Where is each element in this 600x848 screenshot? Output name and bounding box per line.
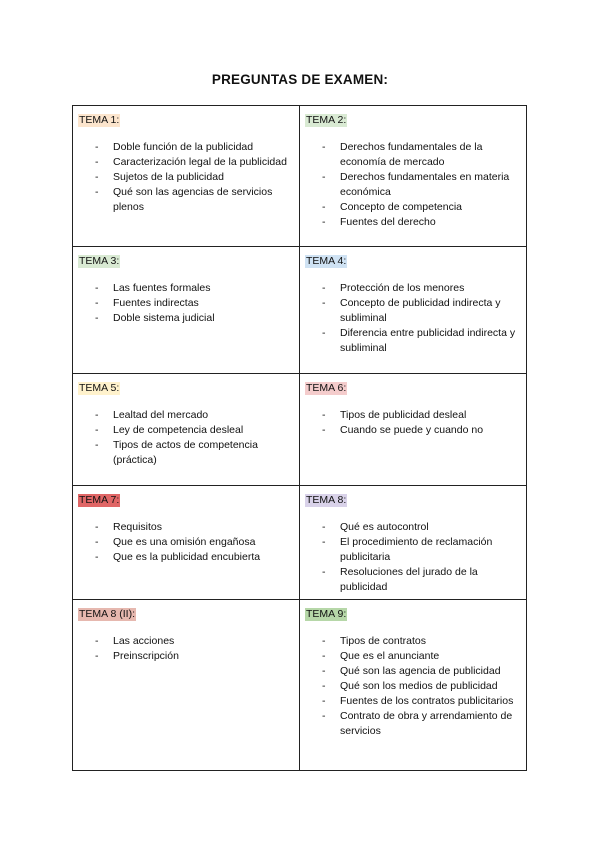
list-item: - Doble función de la publicidad xyxy=(95,140,293,155)
tema-label: TEMA 6: xyxy=(306,382,347,394)
table-row xyxy=(73,106,527,247)
item-list xyxy=(305,634,520,739)
table-row xyxy=(73,600,527,771)
list-item: - El procedimiento de reclamación publicitaria xyxy=(322,535,520,565)
item-list xyxy=(78,140,293,215)
item-list xyxy=(78,634,293,664)
tema-label: TEMA 9: xyxy=(306,608,347,620)
list-item: - Que es la publicidad encubierta xyxy=(95,550,293,565)
item-list xyxy=(78,281,293,326)
tema-label: TEMA 4: xyxy=(306,255,347,267)
list-item: - Protección de los menores xyxy=(322,281,520,296)
list-item: - Sujetos de la publicidad xyxy=(95,170,293,185)
list-item: - Fuentes del derecho xyxy=(322,215,520,230)
list-item: - Preinscripción xyxy=(95,649,293,664)
list-item: - Caracterización legal de la publicidad xyxy=(95,155,293,170)
item-list xyxy=(78,408,293,468)
list-item: - Qué son las agencia de publicidad xyxy=(322,664,520,679)
tema-cell xyxy=(73,600,300,771)
list-item: - Fuentes de los contratos publicitarios xyxy=(322,694,520,709)
item-list xyxy=(78,520,293,565)
tema-label: TEMA 7: xyxy=(79,494,120,506)
tema-label: TEMA 8: xyxy=(306,494,347,506)
table-row xyxy=(73,247,527,374)
list-item: - Resoluciones del jurado de la publicidad xyxy=(322,565,520,595)
list-item: - Diferencia entre publicidad indirecta y subliminal xyxy=(322,326,520,356)
item-list xyxy=(305,520,520,595)
list-item: - Que es una omisión engañosa xyxy=(95,535,293,550)
tema-cell xyxy=(300,486,527,600)
table-row xyxy=(73,486,527,600)
list-item: - Qué son las agencias de servicios plenos xyxy=(95,185,293,215)
list-item: - Lealtad del mercado xyxy=(95,408,293,423)
list-item: - Doble sistema judicial xyxy=(95,311,293,326)
list-item: - Requisitos xyxy=(95,520,293,535)
list-item: - Concepto de competencia xyxy=(322,200,520,215)
list-item: - Derechos fundamentales en materia económica xyxy=(322,170,520,200)
list-item: - Cuando se puede y cuando no xyxy=(322,423,520,438)
tema-label: TEMA 1: xyxy=(79,114,120,126)
table-row xyxy=(73,374,527,486)
list-item: - Qué son los medios de publicidad xyxy=(322,679,520,694)
tema-cell xyxy=(73,247,300,374)
tema-cell xyxy=(73,486,300,600)
tema-cell xyxy=(300,106,527,247)
item-list xyxy=(305,281,520,356)
tema-label: TEMA 2: xyxy=(306,114,347,126)
list-item: - Derechos fundamentales de la economía de mercado xyxy=(322,140,520,170)
list-item: - Concepto de publicidad indirecta y subliminal xyxy=(322,296,520,326)
list-item: - Tipos de publicidad desleal xyxy=(322,408,520,423)
item-list xyxy=(305,408,520,438)
tema-cell xyxy=(300,247,527,374)
list-item: - Las acciones xyxy=(95,634,293,649)
list-item: - Que es el anunciante xyxy=(322,649,520,664)
list-item: - Tipos de contratos xyxy=(322,634,520,649)
list-item: - Fuentes indirectas xyxy=(95,296,293,311)
page-title: PREGUNTAS DE EXAMEN: xyxy=(211,72,389,87)
tema-cell xyxy=(73,374,300,486)
tema-cell xyxy=(300,374,527,486)
list-item: - Qué es autocontrol xyxy=(322,520,520,535)
list-item: - Ley de competencia desleal xyxy=(95,423,293,438)
tema-label: TEMA 8 (II): xyxy=(79,608,136,620)
list-item: - Las fuentes formales xyxy=(95,281,293,296)
tema-cell xyxy=(300,600,527,771)
tema-cell xyxy=(73,106,300,247)
exam-topics-table xyxy=(72,105,527,771)
item-list xyxy=(305,140,520,230)
list-item: - Contrato de obra y arrendamiento de servicios xyxy=(322,709,520,739)
tema-label: TEMA 5: xyxy=(79,382,120,394)
list-item: - Tipos de actos de competencia (práctica) xyxy=(95,438,293,468)
tema-label: TEMA 3: xyxy=(79,255,120,267)
